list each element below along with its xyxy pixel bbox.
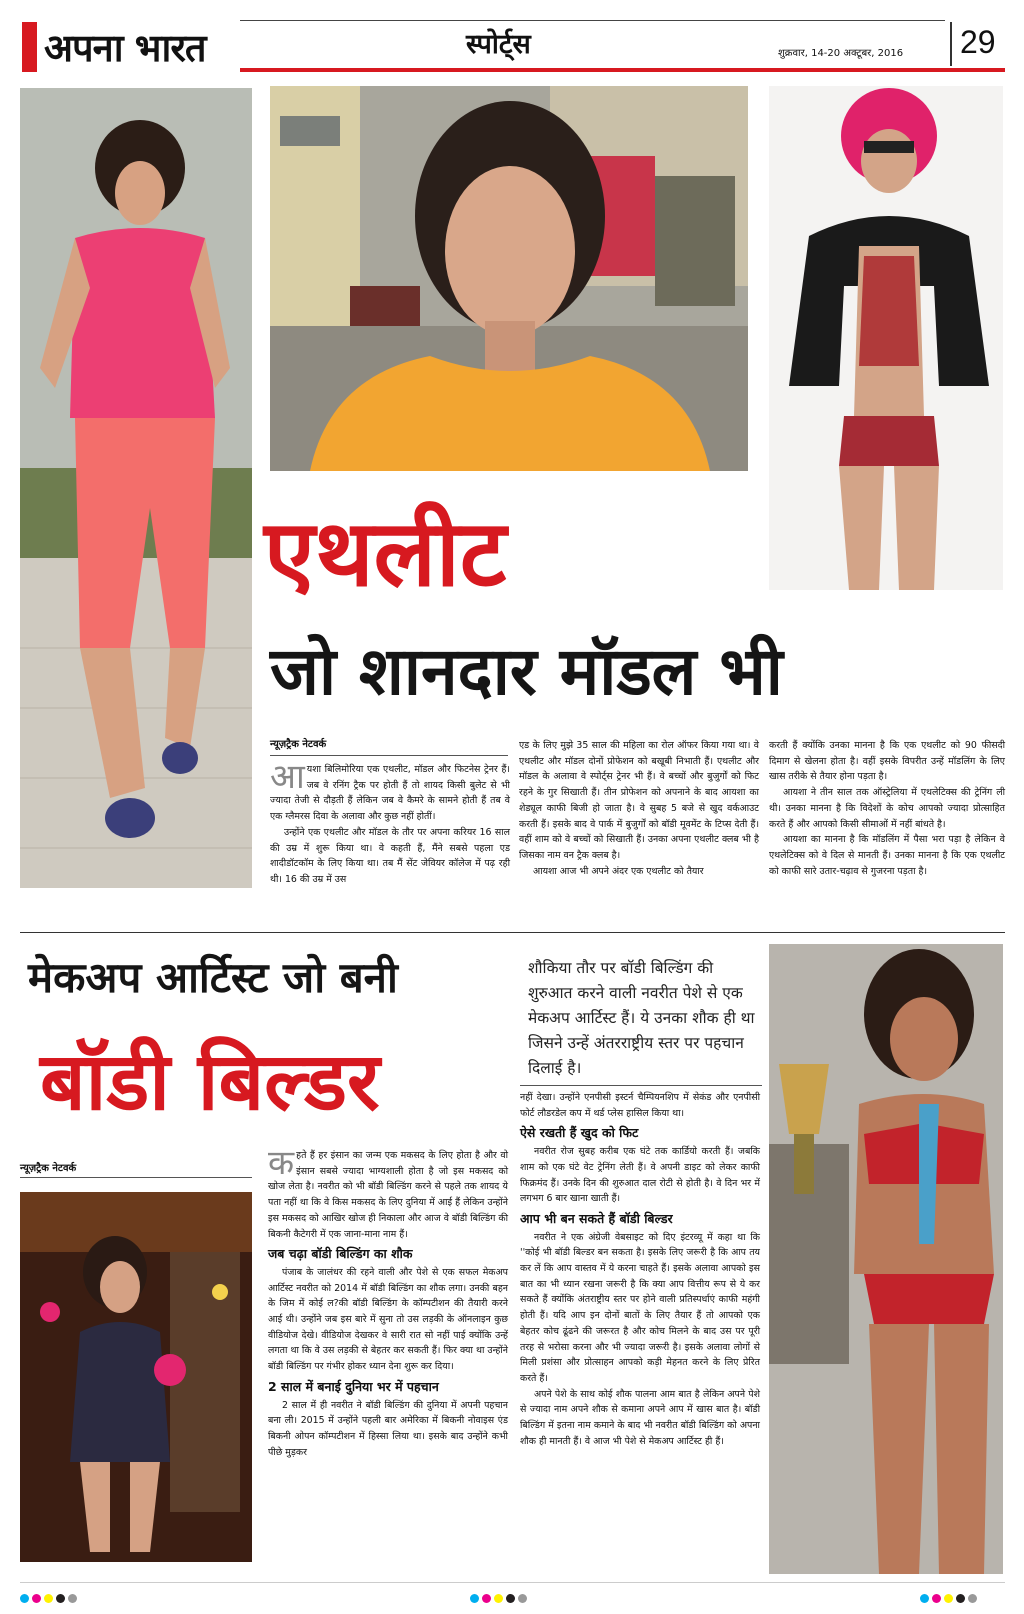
story1-col3-para1: करती हैं क्योंकि उनका मानना है कि एक एथलीट को 90 फीसदी दिमाग से खेलना होता है। वहीं इसके विपरीत उन्हें मॉडलिंग के लिए खास तरीके से तैयार होना पड़ता है। xyxy=(769,740,1005,783)
runner-photo xyxy=(20,88,252,888)
story1-col3-para3: आयशा का मानना है कि मॉडलिंग में पैसा भरा पड़ा है लेकिन वे एथलेटिक्स को वे दिल से मानती हैं। उनका मानना है कि एक एथलीट को काफी सारे उतार-चढ़ाव से गुजरना पड़ता है। xyxy=(769,834,1005,877)
story2-col2-para3: नवरीत ने एक अंग्रेजी वेबसाइट को दिए इंटरव्यू में कहा था कि ''कोई भी बॉडी बिल्डर बन सकता है। इसके लिए जरूरी है कि आप तय कर लें कि आप वास्तव में ये करना चाहते हैं। इसके अलावा आपको इस बात का भी ध्यान रखना जरूरी है कि क्या आप वित्तीय रूप से ये कर सकते हैं क्योंकि अंतराष्ट्रीय स्तर पर होने वाली प्रतिस्पर्धाएं काफी महंगी होती हैं। यदि आप इन दोनों बातों के लिए तैयार हैं तो आपको एक बेहतर कोच ढूंढने की जरूरत है और कोच मिलने के बाद उस पर पूरी तरह से भरोसा करना और भी ज्यादा जरूरी है। इसके अलावा लोगों से मिली प्रशंसा और प्रोत्साहन आपको कड़ी मेहनत करने के लिए प्रेरित करते हैं। xyxy=(520,1231,760,1384)
color-dots-left xyxy=(20,1588,80,1607)
paper-name: अपना भारत xyxy=(44,25,206,70)
story1-byline: न्यूज़ट्रैक नेटवर्क xyxy=(270,739,327,750)
color-dot xyxy=(20,1594,29,1603)
story2-headline-black: मेकअप आर्टिस्ट जो बनी xyxy=(28,953,398,1002)
story1-column-1 xyxy=(270,757,510,888)
color-dot xyxy=(68,1594,77,1603)
footer-rule xyxy=(20,1582,1005,1583)
portrait-photo xyxy=(270,86,748,471)
color-dot xyxy=(32,1594,41,1603)
story2-column-1 xyxy=(268,1143,508,1460)
story2-col2-para1: नहीं देखा। उन्होंने एनपीसी इस्टर्न चैम्पियनशिप में सेकंड और एनपीसी फोर्ट लौडरडेल कप में थर्ड प्लेस हासिल किया था। xyxy=(520,1092,760,1119)
color-dot xyxy=(944,1594,953,1603)
story-divider xyxy=(20,932,1005,933)
color-dot xyxy=(956,1594,965,1603)
story1-col3-para2: आयशा ने तीन साल तक ऑस्ट्रेलिया में एथलेटिक्स की ट्रेनिंग ली थी। उनका मानना है कि विदेशों के कोच आपको ज्यादा प्रोत्साहित करते हैं और आपको किसी सीमाओं में नहीं बांधते है। xyxy=(769,787,1005,830)
color-dot xyxy=(968,1594,977,1603)
fashion-model-photo xyxy=(769,86,1003,590)
story2-col2-para2: नवरीत रोज सुबह करीब एक घंटे तक कार्डियो करती हैं। जबकि शाम को एक घंटे वेट ट्रेनिंग लेती हैं। वे अपनी डाइट को लेकर काफी फिक्रमंद हैं। उनके दिन की शुरुआत दाल रोटी से होती है। वे दिन भर में लगभग 6 बार खाना खाती हैं। xyxy=(520,1146,760,1205)
story1-col2-para2: आयशा आज भी अपने अंदर एक एथलीट को तैयार xyxy=(533,865,704,877)
story2-col1-para2: पंजाब के जालंधर की रहने वाली और पेशे से एक सफल मेकअप आर्टिस्ट नवरीत को 2014 में बॉडी बिल्डिंग का शौक लगा। उनकी बहन के जिम में कोई ल?की बॉडी बिल्डिंग के कॉम्पटीशन की तैयारी करने आई थी। उन्होंने जब इस बारे में सुना तो उस लड़की के ऑनलाइन कुछ वीडियोज देखे। वीडियोज देखकर वे सारी रात सो नहीं पाई क्योंकि उन्हें लगता था कि वे उस लड़की से बेहतर कर सकती हैं। फिर क्या था उन्होंने बॉडी बिल्डिंग पर गंभीर होकर ध्यान देना शुरू कर दिया। xyxy=(268,1266,508,1373)
story2-byline-rule xyxy=(20,1177,252,1178)
story2-col1-para3: 2 साल में ही नवरीत ने बॉडी बिल्डिंग की दुनिया में अपनी पहचान बना ली। 2015 में उन्होंने पहली बार अमेरिका में बिकनी नोवाइस एंड बिकनी ओपन कॉम्पटीशन में हिस्सा लिया था। इसके बाद उन्होंने कभी पीछे मुड़कर xyxy=(268,1399,508,1458)
story2-col2-para4: अपने पेशे के साथ कोई शौक पालना आम बात है लेकिन अपने पेशे से ज्यादा नाम अपने शौक से कमाना अपने आप में खास बात है। बॉडी बिल्डिंग में इतना नाम कमाने के बाद भी नवरीत बॉडी बिल्डिंग को अपना शौक ही मानती हैं। वे आज भी पेशे से मेकअप आर्टिस्ट ही हैं। xyxy=(520,1388,760,1447)
story2-headline-red: बॉडी बिल्डर xyxy=(40,1035,380,1128)
story2-pullquote: शौकिया तौर पर बॉडी बिल्डिंग की शुरुआत करने वाली नवरीत पेशे से एक मेकअप आर्टिस्ट हैं। ये उनका शौक ही था जिसने उन्हें अंतरराष्ट्रीय स्तर पर पहचान दिलाई है। xyxy=(528,959,755,1077)
story2-dropcap: क xyxy=(268,1143,295,1183)
story1-headline-black: जो शानदार मॉडल भी xyxy=(270,633,783,710)
masthead-red-rule xyxy=(240,68,1005,72)
color-dot xyxy=(494,1594,503,1603)
story2-col1-para1: हते हैं हर इंसान का जन्म एक मकसद के लिए होता है और वो इंसान सबसे ज्यादा भाग्यशाली होता है जो इस मकसद को खोज लेता है। नवरीत को भी बॉडी बिल्डिंग करने से पहले तक शायद ये पता नहीं था कि वे किस मकसद के लिए दुनिया में आई हैं लेकिन उन्होंने इस मकसद को आखिर खोज ही निकाला और आज वे बॉडी बिल्डिंग की बिकनी कैटेगरी में एक जाना-माना नाम हैं। xyxy=(268,1150,508,1240)
color-dot xyxy=(920,1594,929,1603)
story1-col2-para1: एड के लिए मुझे 35 साल की महिला का रोल ऑफर किया गया था। वे एथलीट और मॉडल दोनों प्रोफेशन को बखूबी निभाती हैं। एथलीट और मॉडल के अलावा वे स्पोर्ट्स ट्रेनर भी हैं। वे बच्चों और बुजुर्गों को फिट रहने के गुर सिखाती हैं। तीन प्रोफेशन को अपनाने के बाद आयशा का शेड्यूल काफी बिजी हो जाता है। वे सुबह 5 बजे से खुद वर्कआउट करती हैं। इसके बाद वे पार्क में बुजुर्गों को बॉडी मूवमेंट के टिप्स देती हैं। वहीं शाम को वे बच्चों को सिखाती हैं। उनका अपना एथलीट क्लब भी है जिसका नाम वन ट्रैक क्लब है। xyxy=(519,740,759,861)
story1-column-3 xyxy=(769,738,1005,879)
story1-headline-red: एथलीट xyxy=(264,500,507,607)
story1-dropcap: आ xyxy=(270,757,305,797)
page-number: 29 xyxy=(960,24,996,60)
pullquote-rule xyxy=(520,1085,762,1086)
masthead-top-rule xyxy=(240,20,945,21)
story2-subhead-2: 2 साल में बनाई दुनिया भर में पहचान xyxy=(268,1378,439,1394)
issue-date: शुक्रवार, 14-20 अक्टूबर, 2016 xyxy=(778,48,904,59)
story1-col1-para2: उन्होंने एक एथलीट और मॉडल के तौर पर अपना करियर 16 साल की उम्र में शुरू किया था। वे कहती हैं, मैंने सबसे पहला एड शादीडॉटकॉम के लिए किया था। तब मैं सेंट जेवियर कॉलेज में पढ़ रही थी। 16 की उम्र में उस xyxy=(270,826,510,885)
color-dot xyxy=(482,1594,491,1603)
makeup-artist-photo xyxy=(20,1192,252,1562)
color-dot xyxy=(932,1594,941,1603)
color-dot xyxy=(470,1594,479,1603)
story1-col1-para1: यशा बिलिमोरिया एक एथलीट, मॉडल और फिटनेस ट्रेनर हैं। जब वे रनिंग ट्रैक पर होती हैं तो शायद किसी बुलेट से भी ज्यादा तेजी से दौड़ती हैं लेकिन जब वे कैमरे के सामने होती हैं तब वे एक ग्लैमरस दिवा के अलावा और कुछ नहीं होतीं। xyxy=(270,764,510,823)
color-dot xyxy=(506,1594,515,1603)
page-number-divider xyxy=(950,22,952,66)
story1-column-2 xyxy=(519,738,759,879)
story2-column-2 xyxy=(520,1090,760,1449)
masthead-red-block xyxy=(22,22,37,72)
color-dots-center xyxy=(470,1588,530,1607)
story2-subhead-4: आप भी बन सकते हैं बॉडी बिल्डर xyxy=(520,1210,673,1226)
section-title: स्पोर्ट्स xyxy=(466,29,531,60)
color-dot xyxy=(518,1594,527,1603)
story1-byline-rule xyxy=(270,755,508,756)
color-dot xyxy=(56,1594,65,1603)
story2-byline: न्यूज़ट्रैक नेटवर्क xyxy=(20,1163,77,1174)
color-dots-right xyxy=(920,1588,980,1607)
story2-subhead-3: ऐसे रखती हैं खुद को फिट xyxy=(520,1125,639,1141)
color-dot xyxy=(44,1594,53,1603)
story2-subhead-1: जब चढ़ा बॉडी बिल्डिंग का शौक xyxy=(268,1246,413,1262)
bodybuilder-photo xyxy=(769,944,1003,1574)
